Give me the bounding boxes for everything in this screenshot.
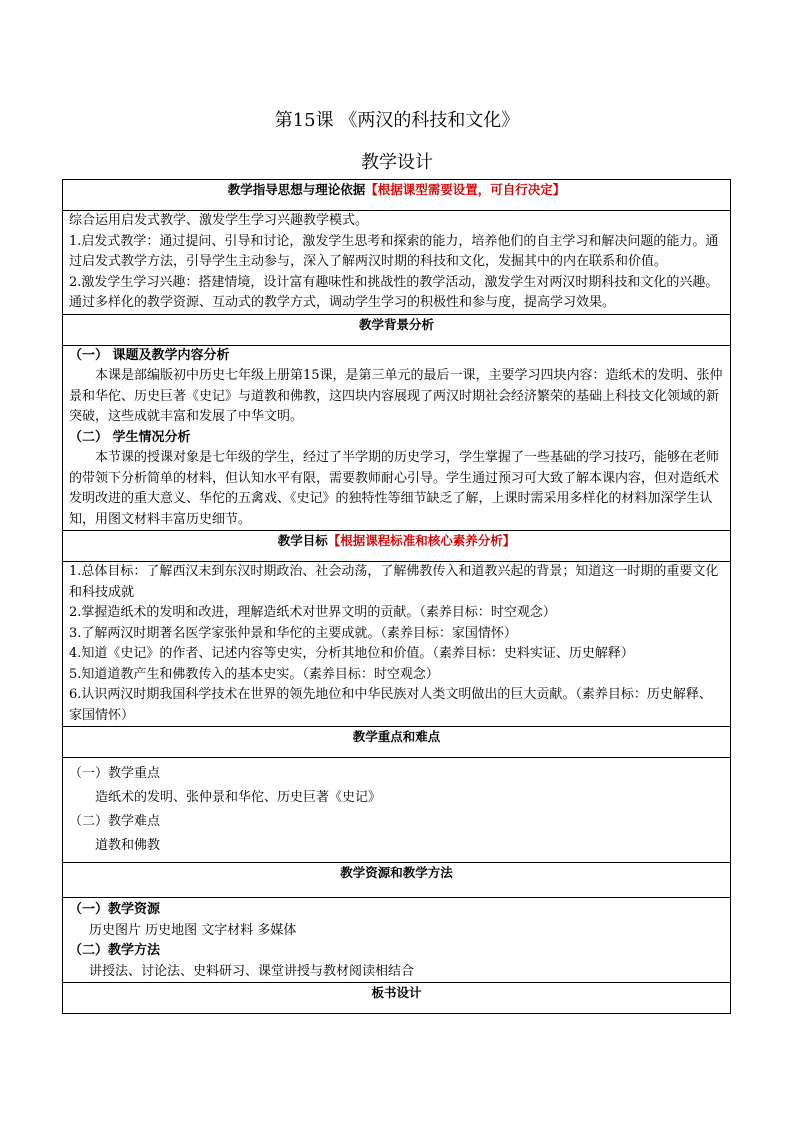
document-subtitle: 教学设计 <box>361 152 433 173</box>
objectives-header-note: 【根据课程标准和核心素养分析】 <box>327 533 516 548</box>
lesson-title: 第15课 《两汉的科技和文化》 <box>274 110 520 131</box>
guidance-content <box>63 211 731 315</box>
guidance-line: 2.激发学生学习兴趣：搭建情境，设计富有趣味性和挑战性的教学活动，激发学生对两汉时期科技和文化的兴趣。通过多样化的教学资源、互动式的教学方式，调动学生学习的积极性和参与度，提高学习效果。 <box>69 274 719 310</box>
key-points-subheading: （一）教学重点 <box>69 766 161 781</box>
lesson-plan-table <box>62 179 731 1014</box>
board-design-header: 板书设计 <box>63 983 731 1014</box>
objectives-content <box>63 562 731 727</box>
background-subheading: （二） 学生情况分析 <box>69 429 191 445</box>
guidance-header-note: 【根据课型需要设置，可自行决定】 <box>365 182 566 197</box>
guidance-line: 综合运用启发式教学、激发学生学习兴趣教学模式。 <box>69 213 369 228</box>
background-subheading: （一） 课题及教学内容分析 <box>69 347 230 363</box>
background-paragraph: 本节课的授课对象是七年级的学生，经过了半学期的历史学习，学生掌握了一些基础的学习技巧，能够在老师的带领下分析简单的材料，但认知水平有限，需要教师耐心引导。学生通过预习可大致了解本课内容，但对造纸术发明改进的重大意义、华佗的五禽戏、《史记》的独特性等细节缺乏了解，上课时需采用多样化的材料加深学生认知，用图文材料丰富历史细节。 <box>69 450 720 527</box>
resources-content <box>63 898 731 983</box>
key-points-text: 造纸术的发明、张仲景和华佗、历史巨著《史记》 <box>95 790 382 805</box>
objective-item: 4.知道《史记》的作者、记述内容等史实，分析其地位和价值。（素养目标：史料实证、历史解释） <box>69 646 634 661</box>
objective-item: 2.掌握造纸术的发明和改进，理解造纸术对世界文明的贡献。（素养目标：时空观念） <box>69 605 556 620</box>
background-content <box>63 345 731 531</box>
guidance-header: 教学指导思想与理论依据【根据课型需要设置，可自行决定】 <box>63 180 731 211</box>
objective-item: 1.总体目标：了解西汉末到东汉时期政治、社会动荡，了解佛教传入和道教兴起的背景；知道这一时期的重要文化和科技成就 <box>69 564 719 600</box>
resources-subheading: （一）教学资源 <box>69 902 161 917</box>
key-points-subheading: （二）教学难点 <box>69 814 161 829</box>
objective-item: 3.了解两汉时期著名医学家张仲景和华佗的主要成就。（素养目标：家国情怀） <box>69 625 517 641</box>
resources-subheading: （二）教学方法 <box>69 943 161 958</box>
resources-text: 历史图片 历史地图 文字材料 多媒体 <box>89 922 297 938</box>
guidance-line: 1.启发式教学：通过提问、引导和讨论，激发学生思考和探索的能力，培养他们的自主学习和解决问题的能力。通过启发式教学方法，引导学生主动参与，深入了解两汉时期的科技和文化，发掘其中的内在联系和价值。 <box>69 233 719 269</box>
key-points-text: 道教和佛教 <box>95 838 161 853</box>
objectives-header: 教学目标【根据课程标准和核心素养分析】 <box>63 531 731 562</box>
key-points-header: 教学重点和难点 <box>63 727 731 758</box>
resources-header: 教学资源和教学方法 <box>63 863 731 898</box>
key-points-content <box>63 758 731 863</box>
objective-item: 5.知道道教产生和佛教传入的基本史实。（素养目标：时空观念） <box>69 666 439 682</box>
objective-item: 6.认识两汉时期我国科学技术在世界的领先地位和中华民族对人类文明做出的巨大贡献。（素养目标：历史解释、家国情怀） <box>69 687 712 723</box>
resources-text: 讲授法、讨论法、史料研习、课堂讲授与教材阅读相结合 <box>89 963 415 979</box>
background-paragraph: 本课是部编版初中历史七年级上册第15课，是第三单元的最后一课，主要学习四块内容：造纸术的发明、张仲景和华佗、历史巨著《史记》与道教和佛教，这四块内容展现了两汉时期社会经济繁荣的基础上科技文化领域的新突破，这些成就丰富和发展了中华文明。 <box>69 368 723 424</box>
background-header: 教学背景分析 <box>63 314 731 345</box>
